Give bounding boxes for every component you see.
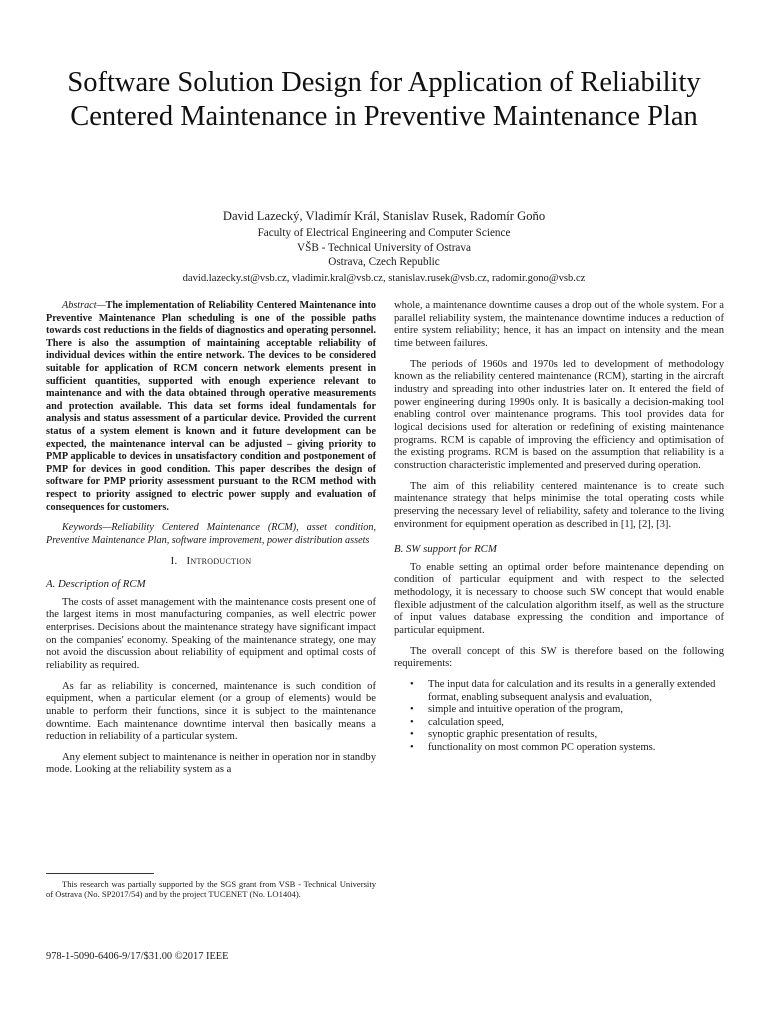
- paragraph-enable: To enable setting an optimal order before maintenance depending on condition of particular equipment and with respect to the selected methodology, it is necessary to choose such SW concept that would enable flexible adjustment of the calculation algorithm itself, as well as the structure of input values database expressing the condition and importance of particular equipment.: [394, 561, 724, 637]
- author-emails: david.lazecky.st@vsb.cz, vladimir.kral@vsb.cz, stanislav.rusek@vsb.cz, radomir.gono@vsb.cz: [182, 273, 586, 284]
- list-item: • functionality on most common PC operation systems.: [428, 742, 724, 755]
- subsection-heading-b: B. SW support for RCM: [394, 543, 497, 556]
- isbn-copyright: 978-1-5090-6406-9/17/$31.00 ©2017 IEEE: [46, 951, 229, 962]
- right-column: [394, 300, 724, 755]
- list-item: • synoptic graphic presentation of results,: [428, 729, 724, 742]
- subsection-heading-a: A. Description of RCM: [46, 577, 146, 590]
- keywords: Keywords—Reliability Centered Maintenance (RCM), asset condition, Preventive Maintenance Plan, software improvement, power distribution assets: [46, 522, 376, 546]
- paragraph-overall: The overall concept of this SW is therefore based on the following requirements:: [394, 645, 724, 670]
- affiliation: [60, 226, 708, 270]
- section-title: Introduction: [186, 555, 252, 568]
- paragraph-costs: The costs of asset management with the maintenance costs present one of the largest items in most manufacturing companies, as well electric power enterprises. Decisions about the maintenance strategy have significant impact on the companies' economy. Speaking of the maintenance strategy, one may not avoid the discussion about reliability of equipment and optimal costs of reliability as required.: [46, 596, 376, 671]
- footnote-divider: [46, 873, 154, 874]
- paragraph-continuation: whole, a maintenance downtime causes a drop out of the whole system. For a parallel reliability system, the maintenance downtime induces a reduction of entire system reliability; hence, it has an impact on intensity and the mean time between failures.: [394, 300, 724, 349]
- paragraph-reliability: As far as reliability is concerned, maintenance is such condition of equipment, when a particular element (or a group of elements) would be unable to perform their functions, since it is subject to the maintenance downtime. Each maintenance downtime interval then basically means a reduction in reliability of a particular system.: [46, 680, 376, 743]
- paragraph-aim: The aim of this reliability centered maintenance is to create such maintenance strategy that helps minimise the total operating costs while preserving the necessary level of reliability, safety and tolerance to the living environment for equipment operation as described in [1], [2], [3].: [394, 480, 724, 530]
- list-item: • calculation speed,: [428, 717, 724, 730]
- requirements-list: [394, 679, 724, 755]
- left-column: [46, 300, 376, 785]
- affiliation-faculty: Faculty of Electrical Engineering and Computer Science: [257, 227, 511, 239]
- paragraph-element: Any element subject to maintenance is neither in operation nor in standby mode. Looking at the reliability system as a: [46, 751, 376, 776]
- affiliation-university: VŠB - Technical University of Ostrava: [297, 241, 471, 254]
- abstract: [46, 300, 376, 514]
- author-list: David Lazecký, Vladimír Král, Stanislav Rusek, Radomír Goňo: [222, 209, 546, 223]
- footnote: This research was partially supported by the SGS grant from VSB - Technical University of Ostrava (No. SP2017/54) and by the project TUCENET (No. LO1404).: [46, 879, 376, 900]
- abstract-body: The implementation of Reliability Centered Maintenance into Preventive Maintenance Plan scheduling is one of the possible paths towards cost reductions in the fields of diagnostics and operating personnel. There is also the assumption of maintaining acceptable reliability of individual devices within the entire network. The devices to be considered suitable for application of RCM concern network elements present in sufficient quantities, supported with enough experience relevant to maintenance and with the data obtained through operative measurements and protection available. This data set forms ideal fundamentals for analysis and status assessment of a particular device. Provided the current status of a system element is known and it future development can be expected, the maintenance interval can be adjusted – giving priority to PMP applicable to devices in unsatisfactory condition and postponement of PMP for devices in good condition. This paper describes the design of software for PMP priority assessment pursuant to the RCM method with respect to priority assigned to electric power supply and evaluation of consequences for customers.: [46, 300, 376, 513]
- list-item: • simple and intuitive operation of the program,: [428, 704, 724, 717]
- abstract-lead: Abstract—: [62, 300, 106, 311]
- list-item: • The input data for calculation and its results in a generally extended format, enabling subsequent analysis and evaluation,: [428, 679, 724, 704]
- affiliation-location: Ostrava, Czech Republic: [328, 256, 440, 269]
- section-number: I.: [170, 555, 178, 568]
- section-heading-introduction: [46, 555, 376, 568]
- paper-title: Software Solution Design for Application of Reliability Centered Maintenance in Preventive Maintenance Plan: [67, 67, 701, 132]
- paragraph-periods: The periods of 1960s and 1970s led to development of methodology known as the reliability centered maintenance (RCM), starting in the aircraft industry and spreading into other industries later on. It entered the field of power engineering during 1990s only. It is basically a decision-making tool enabling control over maintenance programs. This tool provides data for logical decisions used for alteration or redefining of existing maintenance programs. RCM is capable of improving the efficiency and optimisation of the existing programs. RCM is based on the assumption that reliability is a construction characteristic implemented and preserved during operation.: [394, 358, 724, 471]
